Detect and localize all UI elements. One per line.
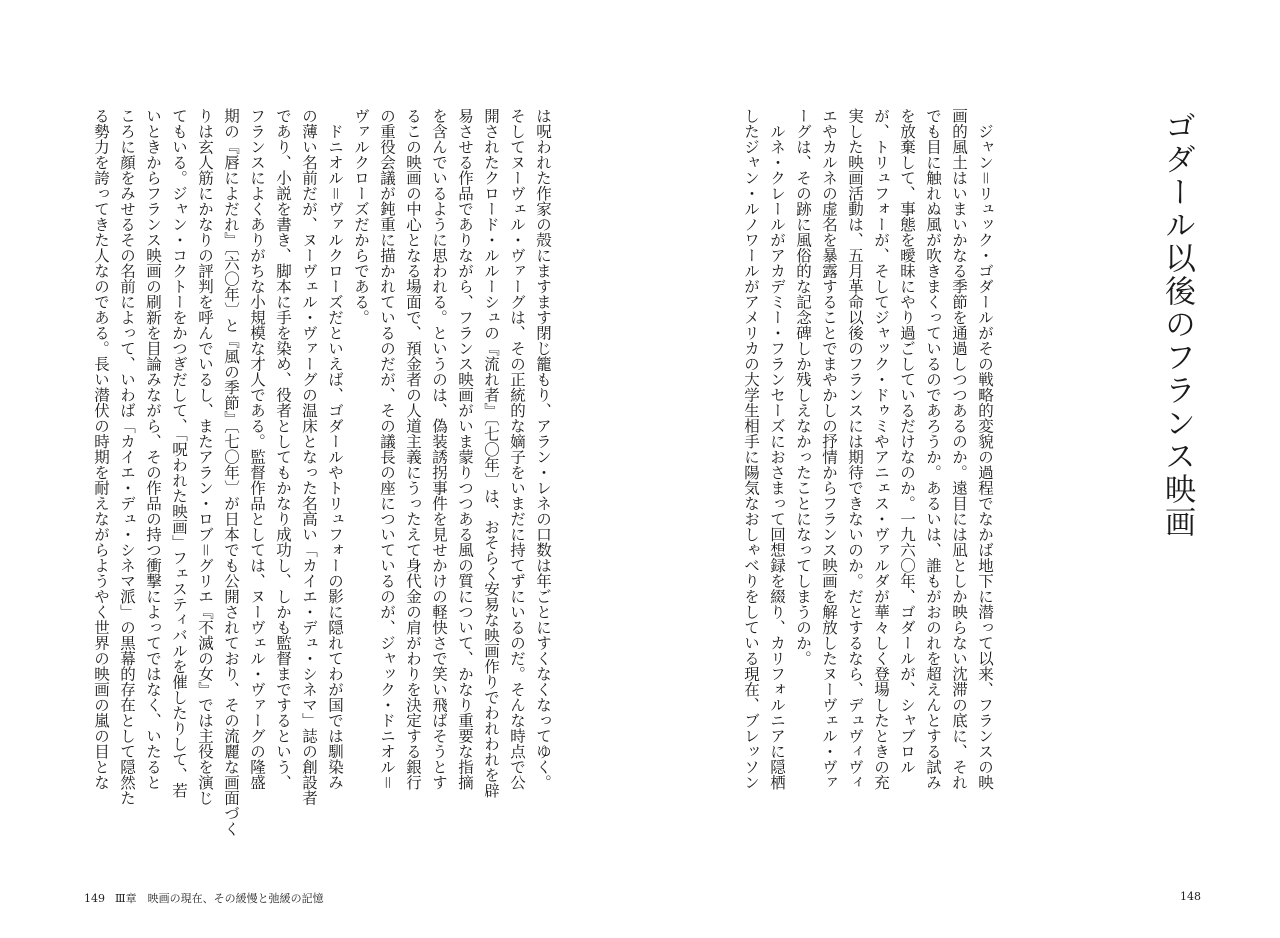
left-footer bbox=[84, 890, 324, 906]
left-page-line: る勢力を誇ってきた人なのである。長い潜伏の時期を耐えながらようやく世界の映画の嵐の目とな bbox=[92, 108, 110, 790]
left-page-line: フランスによくありがちな小規模な才人である。監督作品としては、ヌーヴェル・ヴァーグの隆盛 bbox=[248, 108, 266, 790]
left-page-line: を含んでいるように思われる。というのは、偽装誘拐事件を見せかけの軽快さで笑い飛ばそうとす bbox=[430, 108, 448, 790]
left-page-line: りは玄人筋にかなりの評判を呼んでいるし、またアラン・ロブ＝グリエ『不滅の女』では主役を演じ bbox=[196, 108, 214, 806]
right-page-line: したジャン・ルノワールがアメリカの大学生相手に陽気なおしゃべりをしている現在、ブレッソン bbox=[742, 108, 760, 790]
left-page-line: いときからフランス映画の刷新を目論みながら、その作品の持つ衝撃によってではなく、いたると bbox=[144, 108, 162, 790]
right-page-line: ジャン＝リュック・ゴダールがその戦略的変貌の過程でなかば地下に潜って以来、フランスの映 bbox=[976, 108, 994, 790]
right-page-line: を放棄して、事態を曖昧にやり過ごしているだけなのか。一九六〇年、ゴダールが、シャブロル bbox=[898, 108, 916, 775]
left-page-line: ヴァルクローズだからである。 bbox=[352, 108, 370, 325]
left-page-line: そしてヌーヴェル・ヴァーグは、その正統的な嫡子をいまだに持てずにいるのだ。そんな時点で公 bbox=[508, 108, 526, 790]
right-page-line: エやカルネの虚名を暴露することでまやかしの抒情からフランス映画を解放したヌーヴェル・ヴァ bbox=[820, 108, 838, 790]
chapter-title: ゴダール以後のフランス映画 bbox=[1159, 110, 1195, 539]
left-page-line: ドニオル＝ヴァルクローズだといえば、ゴダールやトリュフォーの影に隠れてわが国では馴染み bbox=[326, 108, 344, 790]
left-page-line: 期の『唇によだれ』〔六〇年〕と『風の季節』〔七〇年〕が日本でも公開されており、その流麗な画面づく bbox=[222, 108, 240, 837]
left-page-line: の重役会議が鈍重に描かれているのだが、その議長の座についているのが、ジャック・ドニオル＝ bbox=[378, 108, 396, 790]
right-page-line: が、トリュフォーが、そしてジャック・ドゥミやアニェス・ヴァルダが華々しく登場したときの充 bbox=[872, 108, 890, 790]
left-page-line: てもいる。ジャン・コクトーをかつぎだして、「呪われた映画」フェスティバルを催したりして、若 bbox=[170, 108, 188, 798]
right-page-line: 画的風土はいまいかなる季節を通過しつつあるのか。遠目には凪としか映らない沈滞の底に、それ bbox=[950, 108, 968, 790]
left-page-line: るこの映画の中心となる場面で、預金者の人道主義にうったえて身代金の肩がわりを決定する銀行 bbox=[404, 108, 422, 790]
left-page-line: は呪われた作家の殻にますます閉じ籠もり、アラン・レネの口数は年ごとにすくなくなってゆく。 bbox=[534, 108, 552, 790]
left-page-line: 開されたクロード・ルルーシュの『流れ者』〔七〇年〕は、おそらく安易な映画作りでわれわれを辟 bbox=[482, 108, 500, 798]
right-page-number: 148 bbox=[1180, 890, 1201, 903]
right-page-line: 実した映画活動は、五月革命以後のフランスには期待できないのか。だとするなら、デュヴィヴィ bbox=[846, 108, 864, 790]
left-page-number: 149 bbox=[84, 892, 105, 905]
left-page-line: の薄い名前だが、ヌーヴェル・ヴァーグの温床となった名高い「カイエ・デュ・シネマ」誌の創設者 bbox=[300, 108, 318, 806]
left-page-line: 易させる作品でありながら、フランス映画がいま蒙りつつある風の質について、かなり重要な指摘 bbox=[456, 108, 474, 790]
right-page-line: ーグは、その跡に風俗的な記念碑しか残しえなかったことになってしまうのか。 bbox=[794, 108, 812, 666]
left-page-line: ころに顔をみせるその名前によって、いわば「カイエ・デュ・シネマ派」の黒幕的存在として隠然た bbox=[118, 108, 136, 806]
right-page-line: でも目に触れぬ風が吹きまくっているのであろうか。あるいは、誰もがおのれを超えんとする試み bbox=[924, 108, 942, 790]
left-page-line: であり、小説を書き、脚本に手を染め、役者としてもかなり成功し、しかも監督までするという、 bbox=[274, 108, 292, 790]
running-head: Ⅲ章 映画の現在、その緩慢と弛緩の記憶 bbox=[115, 892, 324, 905]
right-page-line: ルネ・クレールがアカデミー・フランセーズにおさまって回想録を綴り、カリフォルニアに隠栖 bbox=[768, 108, 786, 790]
